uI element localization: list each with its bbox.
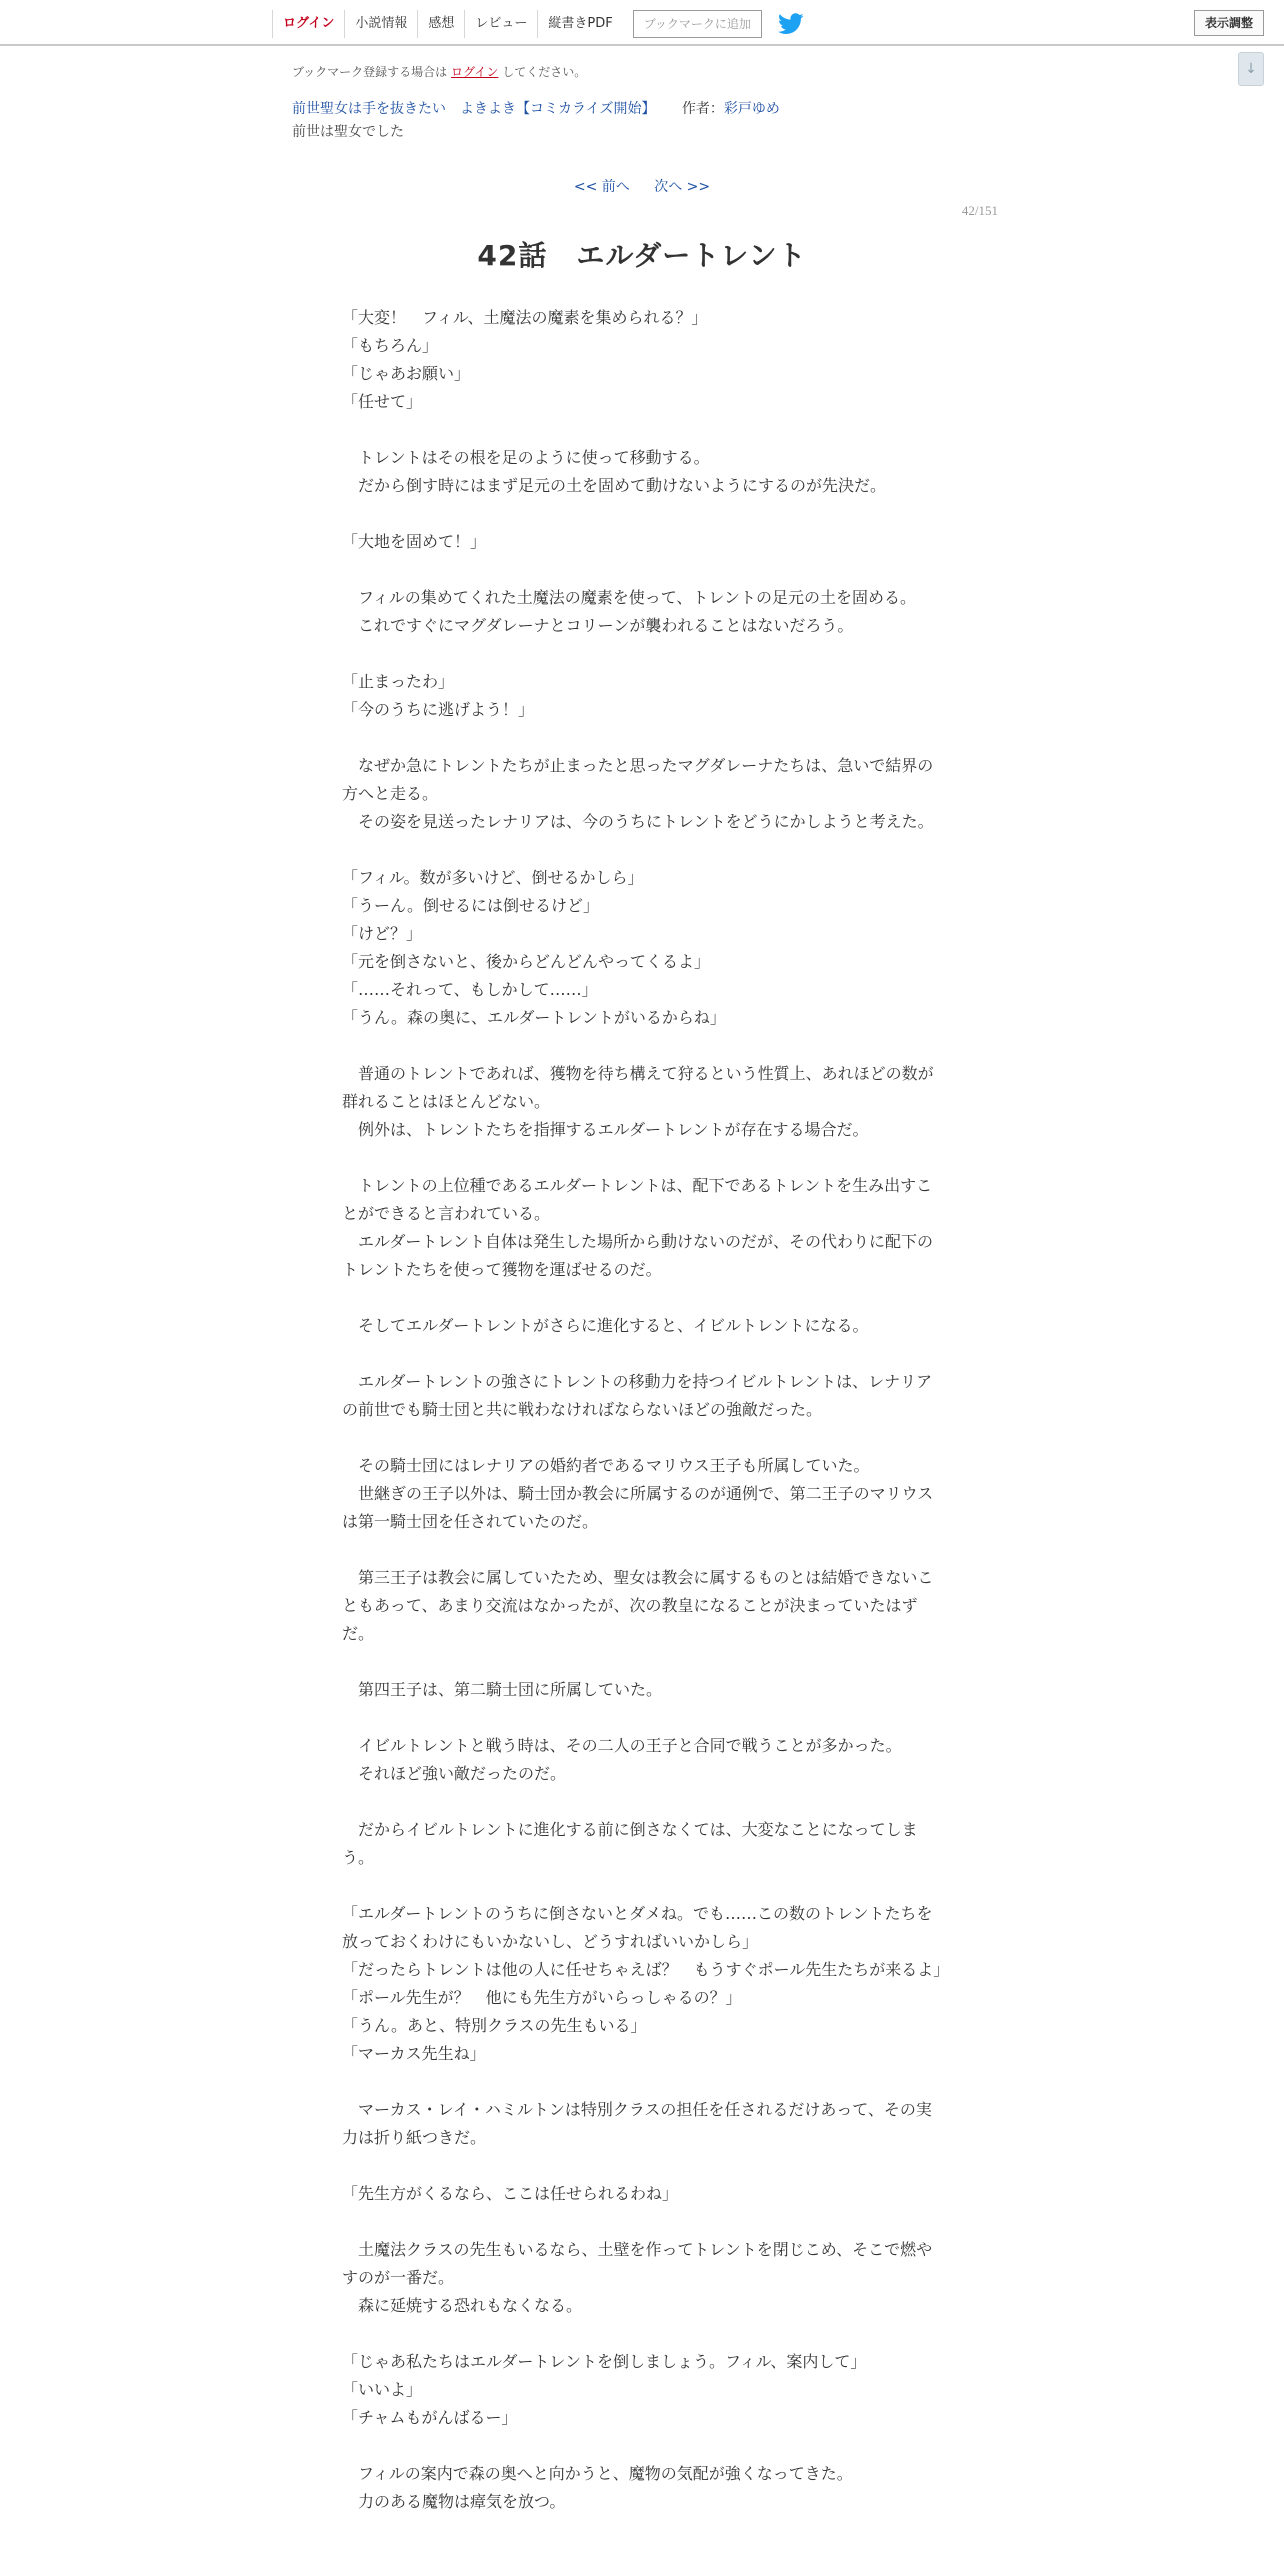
page-count: 42/151 [961,203,998,218]
body-line [342,1788,942,1816]
twitter-icon[interactable] [778,13,804,35]
body-line: 「元を倒さないと、後からどんどんやってくるよ」 [342,952,711,971]
body-line: 世継ぎの王子以外は、騎士団か教会に所属するのが通例で、第二王子のマリウスは第一騎士団を任されていたのだ。 [342,1484,934,1531]
body-line: フィルの案内で森の奥へと向かうと、魔物の気配が強くなってきた。 [342,2464,853,2483]
body-line: エルダートレント自体は発生した場所から動けないのだが、その代わりに配下のトレントたちを使って獲物を運ばせるのだ。 [342,1232,933,1279]
login-notice-pre: ブックマーク登録する場合は [292,65,448,79]
body-line: だから倒す時にはまず足元の土を固めて動けないようにするのが先決だ。 [342,476,887,495]
nav-login[interactable]: ログイン [272,10,344,38]
scroll-down-button[interactable]: ↓ [1238,52,1264,86]
body-line [342,1284,942,1312]
body-line: 「止まったわ」 [342,672,455,691]
body-line [342,2208,942,2236]
body-line: だからイビルトレントに進化する前に倒さなくては、大変なことになってしまう。 [342,1820,918,1867]
body-line [342,556,942,584]
body-line: 「エルダートレントのうちに倒さないとダメね。でも……この数のトレントたちを放っておくわけにもいかないし、どうすればいいかしら」 [342,1904,933,1951]
body-line [342,724,942,752]
body-line: 例外は、トレントたちを指揮するエルダートレントが存在する場合だ。 [342,1120,869,1139]
body-line: 力のある魔物は瘴気を放つ。 [342,2492,566,2511]
body-line: 「マーカス先生ね」 [342,2044,486,2063]
body-line: 「けど？」 [342,924,423,943]
body-line: 「だったらトレントは他の人に任せちゃえば？ もうすぐポール先生たちが来るよ」 [342,1960,950,1979]
body-line: 「うーん。倒せるには倒せるけど」 [342,896,599,915]
body-line [342,2320,942,2348]
body-line [342,1032,942,1060]
prev-link[interactable]: << 前へ [573,179,630,195]
body-line: なぜか急にトレントたちが止まったと思ったマグダレーナたちは、急いで結界の方へと走る。 [342,756,934,803]
body-line [342,1144,942,1172]
body-line: 「うん。森の奥に、エルダートレントがいるからね」 [342,1008,726,1027]
body-line: これですぐにマグダレーナとコリーンが襲われることはないだろう。 [342,616,854,635]
body-line: マーカス・レイ・ハミルトンは特別クラスの担任を任されるだけあって、その実力は折り紙つきだ。 [342,2100,932,2147]
nav-novel-info[interactable]: 小説情報 [344,10,417,38]
add-bookmark-button[interactable]: ブックマークに追加 [633,10,762,38]
body-line: 「先生方がくるなら、ここは任せられるわね」 [342,2184,679,2203]
login-notice-post: してください。 [502,65,587,79]
novel-body [342,304,950,2516]
novel-info-line [292,98,780,118]
body-line: 「……それって、もしかして……」 [342,980,598,999]
header-nav [272,8,804,40]
pager [0,176,1284,196]
body-line: トレントはその根を足のように使って移動する。 [342,448,710,467]
login-link[interactable]: ログイン [451,65,499,79]
body-line: 「じゃあ私たちはエルダートレントを倒しましょう。フィル、案内して」 [342,2352,867,2371]
body-line [342,1340,942,1368]
body-line [342,1424,942,1452]
body-line: 「任せて」 [342,392,423,411]
body-line [342,2068,942,2096]
body-line: 「ポール先生が？ 他にも先生方がいらっしゃるの？」 [342,1988,742,2007]
chapter-group: 前世は聖女でした [292,124,404,140]
body-line: イビルトレントと戦う時は、その二人の王子と合同で戦うことが多かった。 [342,1736,902,1755]
chapter-title: 42話 エルダートレント [477,239,807,272]
body-line: 第三王子は教会に属していたため、聖女は教会に属するものとは結婚できないこともあって、あまり交流はなかったが、次の教皇になることが決まっていたはずだ。 [342,1568,934,1643]
author-label: 作者： [681,101,724,117]
body-line: それほど強い敵だったのだ。 [342,1764,567,1783]
body-line [342,2152,942,2180]
body-line: そしてエルダートレントがさらに進化すると、イビルトレントになる。 [342,1316,869,1335]
nav-review[interactable]: レビュー [464,10,537,38]
display-adjust-button[interactable]: 表示調整 [1194,10,1264,36]
body-line: 「もちろん」 [342,336,439,355]
body-line: フィルの集めてくれた土魔法の魔素を使って、トレントの足元の土を固める。 [342,588,917,607]
nav-impressions[interactable]: 感想 [417,10,464,38]
body-line: その姿を見送ったレナリアは、今のうちにトレントをどうにかしようと考えた。 [342,812,934,831]
author-link[interactable]: 彩戸ゆめ [723,101,780,117]
body-line: 「じゃあお願い」 [342,364,471,383]
body-line: 「今のうちに逃げよう！」 [342,700,535,719]
body-line [342,1648,942,1676]
body-line: 「フィル。数が多いけど、倒せるかしら」 [342,868,644,887]
body-line: 「大変！ フィル、土魔法の魔素を集められる？」 [342,308,708,327]
body-line [342,836,942,864]
body-line: 「チャムもがんばるー」 [342,2408,518,2427]
nav-vertical-pdf[interactable]: 縦書きPDF [537,10,622,38]
body-line [342,500,942,528]
body-line: 第四王子は、第二騎士団に所属していた。 [342,1680,663,1699]
login-notice [292,63,586,80]
body-line: 「大地を固めて！」 [342,532,487,551]
body-line [342,1872,942,1900]
body-line: エルダートレントの強さにトレントの移動力を持つイビルトレントは、レナリアの前世でも騎士団と共に戦わなければならないほどの強敵だった。 [342,1372,933,1419]
next-link[interactable]: 次へ >> [654,179,711,195]
body-line: 土魔法クラスの先生もいるなら、土壁を作ってトレントを閉じこめ、そこで燃やすのが一番だ。 [342,2240,933,2287]
body-line: 「いいよ」 [342,2380,423,2399]
novel-title-link[interactable]: 前世聖女は手を抜きたい よきよき【コミカライズ開始】 [292,101,656,117]
body-line [342,1536,942,1564]
site-header [0,0,1284,46]
body-line: トレントの上位種であるエルダートレントは、配下であるトレントを生み出すことができると言われている。 [342,1176,933,1223]
body-line: その騎士団にはレナリアの婚約者であるマリウス王子も所属していた。 [342,1456,870,1475]
body-line: 「うん。あと、特別クラスの先生もいる」 [342,2016,647,2035]
body-line: 普通のトレントであれば、獲物を待ち構えて狩るという性質上、あれほどの数が群れることはほとんどない。 [342,1064,934,1111]
body-line [342,2432,942,2460]
body-line: 森に延焼する恐れもなくなる。 [342,2296,583,2315]
body-line [342,640,942,668]
body-line [342,416,942,444]
body-line [342,1704,942,1732]
